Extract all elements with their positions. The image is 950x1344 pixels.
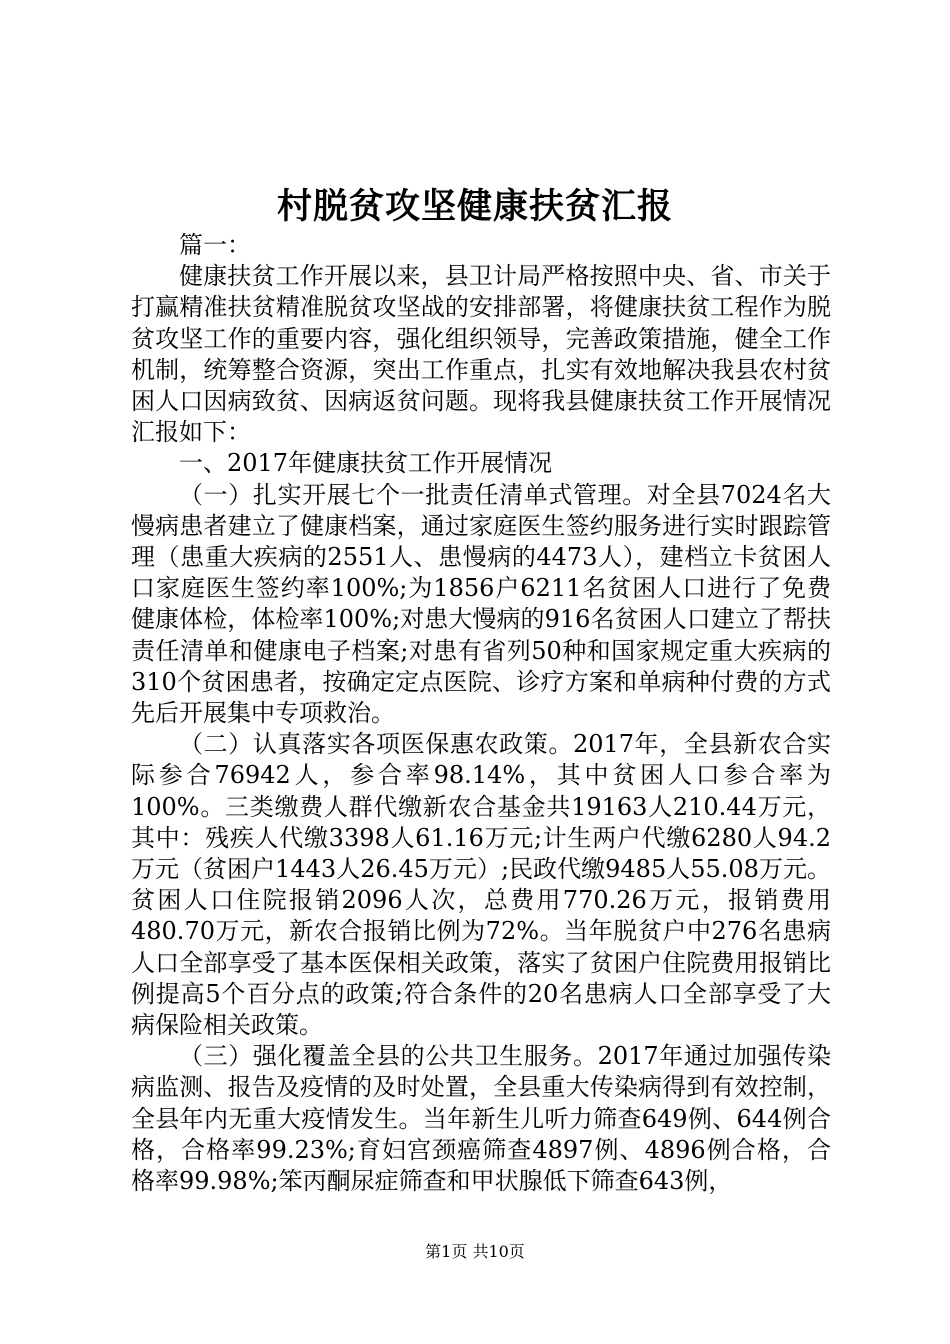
paragraph-heading-1: 一、2017年健康扶贫工作开展情况 bbox=[179, 449, 553, 478]
paragraph-intro: 健康扶贫工作开展以来，县卫计局严格按照中央、省、市关于打赢精准扶贫精准脱贫攻坚战的安排部署，将健康扶贫工程作为脱贫攻坚工作的重要内容，强化组织领导，完善政策措施，健全工作机制，统筹整合资源，突出工作重点，扎实有效地解决我县农村贫困人口因病致贫、因病返贫问题。现将我县健康扶贫工作开展情况汇报如下： bbox=[131, 262, 831, 447]
document-body bbox=[131, 230, 831, 1197]
paragraph-item-2: （二）认真落实各项医保惠农政策。2017年，全县新农合实际参合76942人，参合率98.14%，其中贫困人口参合率为100%。三类缴费人群代缴新农合基金共19163人210.44万元，其中：残疾人代缴3398人61.16万元;计生两户代缴6280人94.2万元（贫困户1443人26.45万元）;民政代缴9485人55.08万元。贫困人口住院报销2096人次，总费用770.26万元，报销费用480.70万元，新农合报销比例为72%。当年脱贫户中276名患病人口全部享受了基本医保相关政策，落实了贫困户住院费用报销比例提高5个百分点的政策;符合条件的20名患病人口全部享受了大病保险相关政策。 bbox=[131, 730, 831, 1040]
document-title: 村脱贫攻坚健康扶贫汇报 bbox=[276, 186, 673, 227]
paragraph-item-3: （三）强化覆盖全县的公共卫生服务。2017年通过加强传染病监测、报告及疫情的及时处置，全县重大传染病得到有效控制，全县年内无重大疫情发生。当年新生儿听力筛查649例、644例合格，合格率99.23%;育妇宫颈癌筛查4897例、4896例合格，合格率99.98%;笨丙酮尿症筛查和甲状腺低下筛查643例， bbox=[131, 1042, 831, 1196]
paragraph-item-1: （一）扎实开展七个一批责任清单式管理。对全县7024名大慢病患者建立了健康档案，通过家庭医生签约服务进行实时跟踪管理（患重大疾病的2551人、患慢病的4473人），建档立卡贫困人口家庭医生签约率100%;为1856户6211名贫困人口进行了免费健康体检，体检率100%;对患大慢病的916名贫困人口建立了帮扶责任清单和健康电子档案;对患有省列50种和国家规定重大疾病的310个贫困患者，按确定定点医院、诊疗方案和单病种付费的方式先后开展集中专项救治。 bbox=[131, 480, 831, 728]
paragraph-section-heading: 篇一： bbox=[179, 231, 251, 259]
page-number-footer: 第1页 共10页 bbox=[425, 1242, 525, 1261]
